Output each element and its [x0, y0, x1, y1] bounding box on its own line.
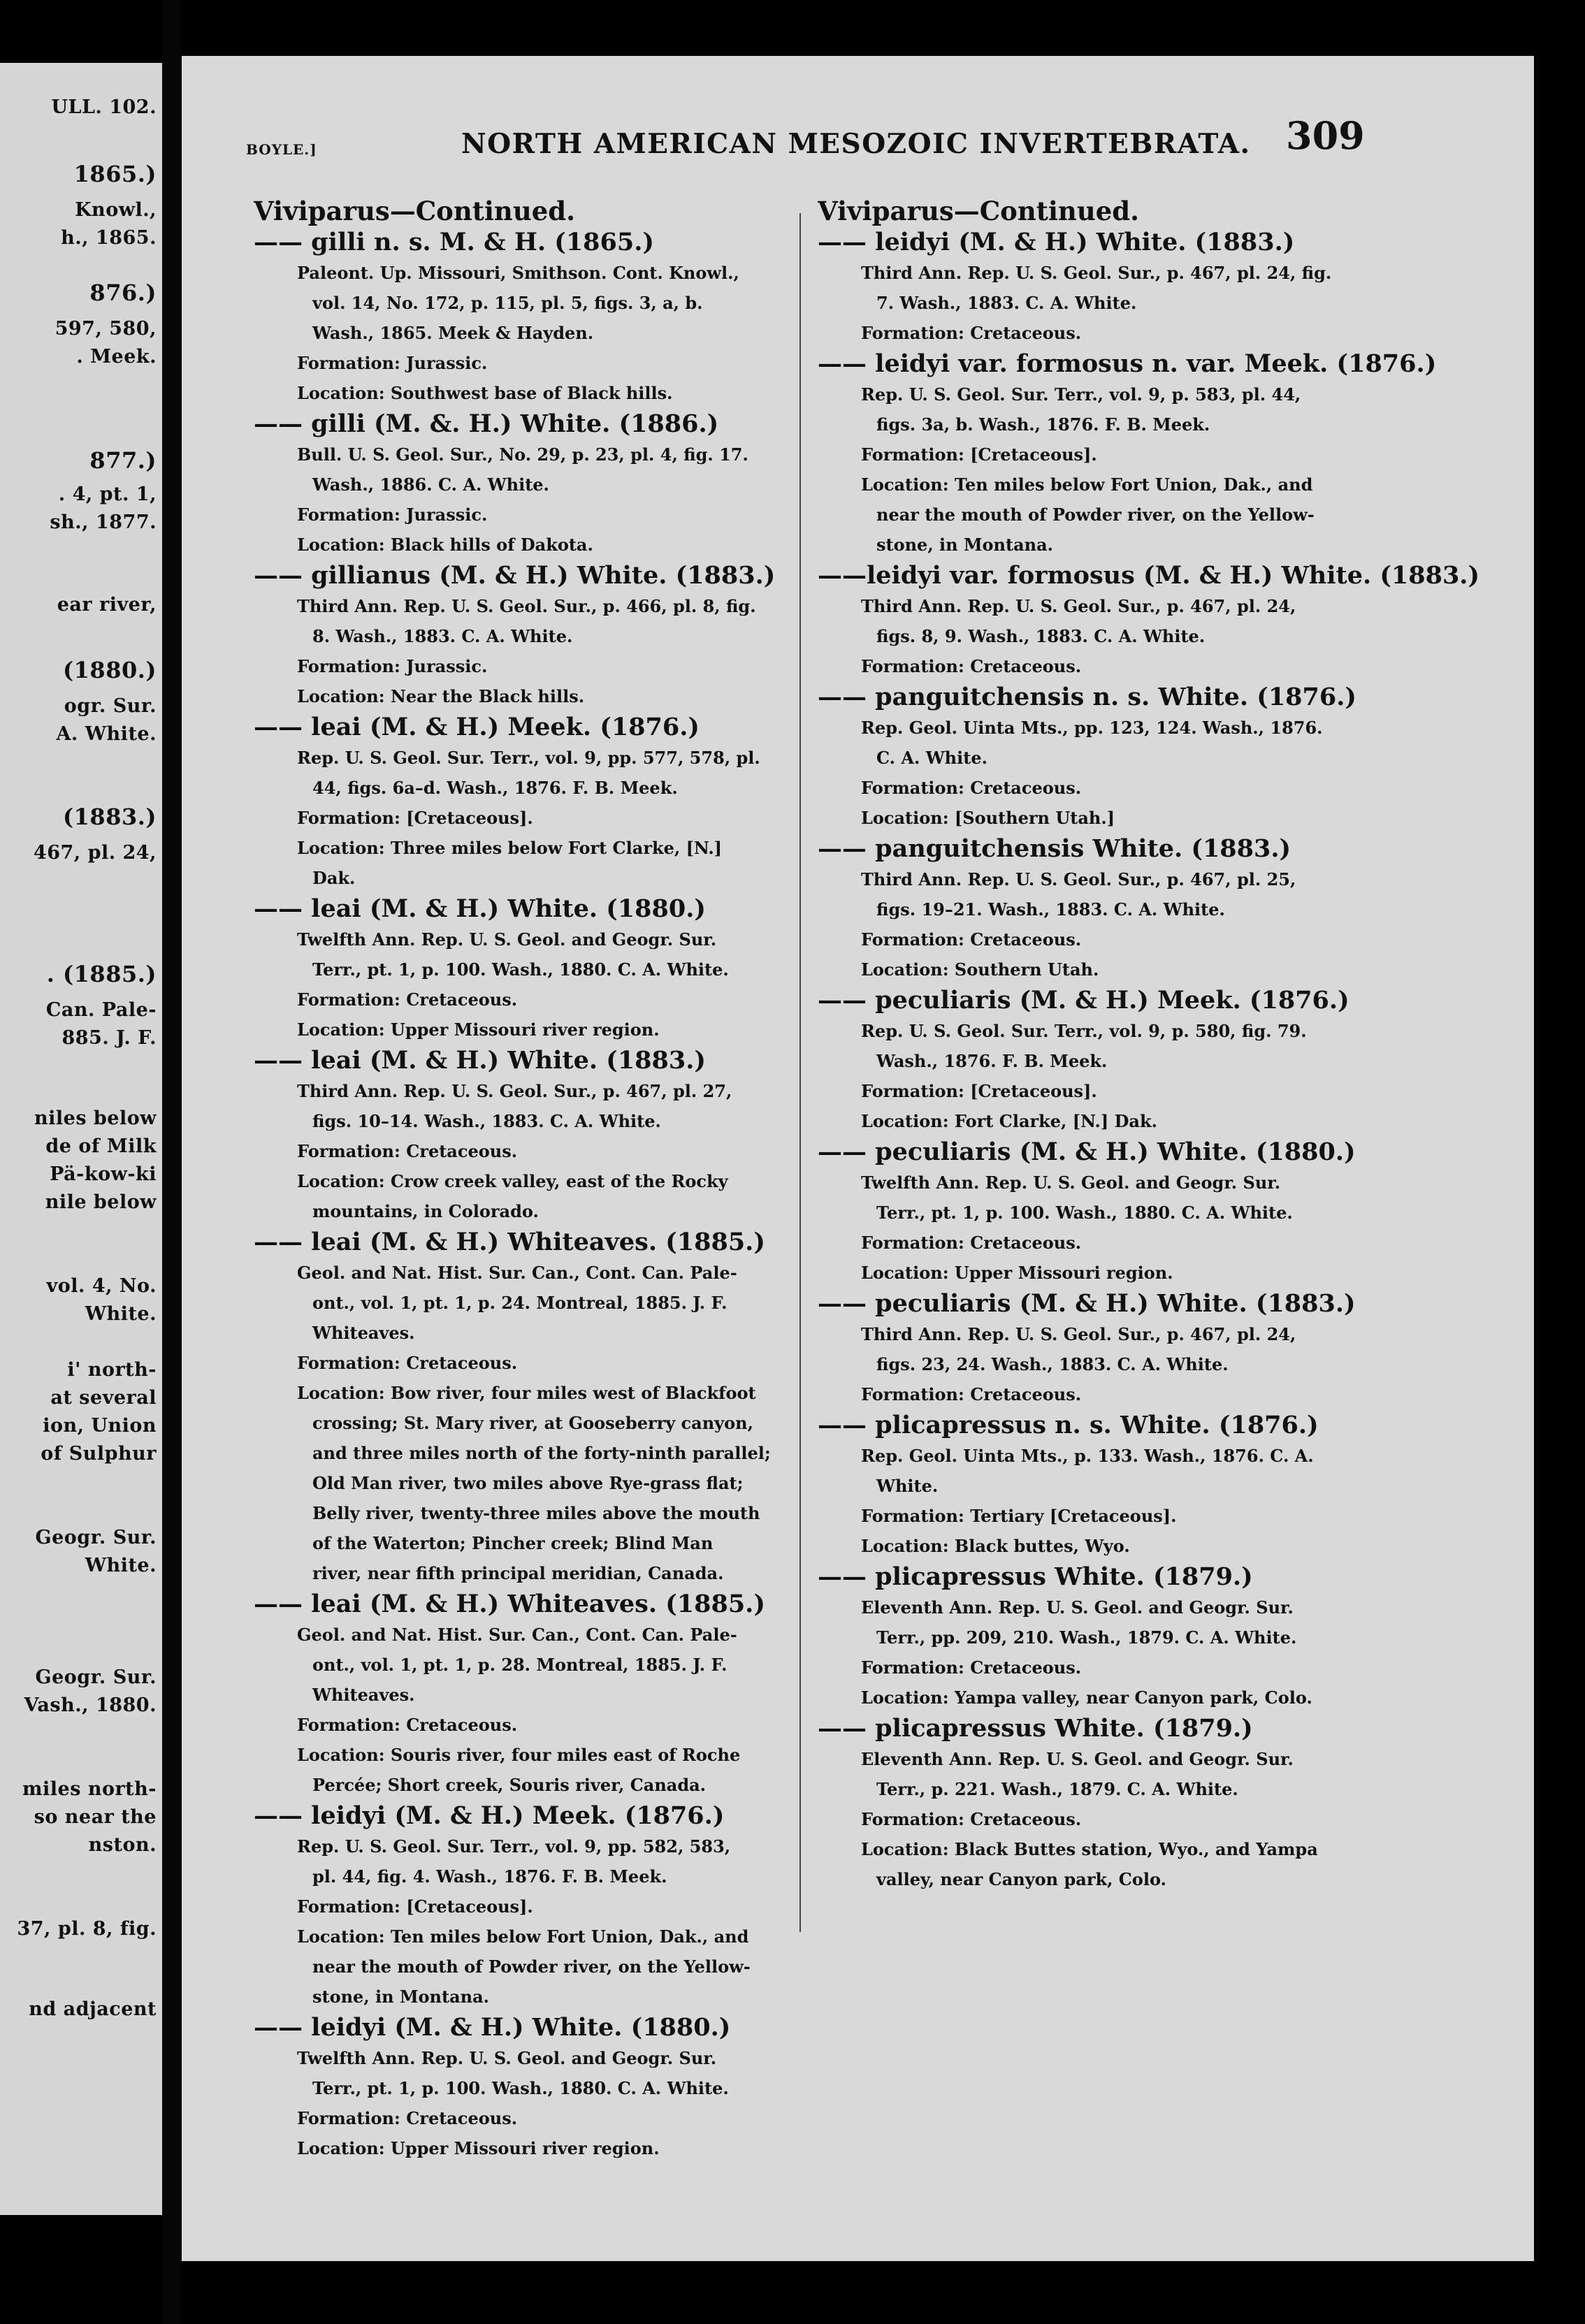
entry-line: Third Ann. Rep. U. S. Geol. Sur., p. 467, pl. 24,: [861, 596, 1296, 616]
prev-page-line: ear river,: [57, 594, 157, 616]
prev-page-line: so near the: [34, 1806, 157, 1828]
entry-line: 7. Wash., 1883. C. A. White.: [876, 293, 1137, 313]
right-column: [818, 196, 1517, 2152]
entry-line: 8. Wash., 1883. C. A. White.: [312, 626, 573, 646]
prev-page-line: (1883.): [63, 804, 157, 830]
entry-line: Formation: Cretaceous.: [861, 1233, 1082, 1253]
prev-page-line: nd adjacent: [29, 1998, 157, 2020]
catalogue-entry: [818, 1713, 1517, 1894]
entry-line: Formation: Cretaceous.: [861, 323, 1082, 343]
prev-page-line: . 4, pt. 1,: [58, 484, 157, 505]
entry-heading: —— leidyi var. formosus n. var. Meek. (1876.): [818, 349, 1437, 378]
entry-line: of the Waterton; Pincher creek; Blind Man: [312, 1533, 714, 1553]
entry-line: Bull. U. S. Geol. Sur., No. 29, p. 23, pl. 4, fig. 17.: [297, 444, 748, 465]
entry-heading: —— peculiaris (M. & H.) White. (1880.): [818, 1138, 1356, 1166]
catalogue-entry: [818, 1288, 1517, 1409]
catalogue-entry: [818, 833, 1517, 985]
entry-line: Location: Souris river, four miles east of Roche: [297, 1745, 741, 1765]
book-page: [182, 56, 1534, 2261]
entry-line: Formation: Cretaceous.: [861, 656, 1082, 676]
prev-page-line: Knowl.,: [75, 199, 157, 221]
entry-line: crossing; St. Mary river, at Gooseberry canyon,: [312, 1413, 753, 1433]
prev-page-line: Geogr. Sur.: [35, 1666, 157, 1688]
entry-line: 44, figs. 6a–d. Wash., 1876. F. B. Meek.: [312, 778, 678, 798]
book-gutter: [162, 0, 182, 2324]
entry-line: Location: Ten miles below Fort Union, Dak., and: [861, 474, 1313, 495]
entry-line: Location: Southwest base of Black hills.: [297, 383, 673, 403]
entry-line: vol. 14, No. 172, p. 115, pl. 5, figs. 3, a, b.: [312, 293, 703, 313]
entry-line: Terr., p. 221. Wash., 1879. C. A. White.: [876, 1779, 1238, 1799]
entry-line: Location: [Southern Utah.]: [861, 808, 1115, 828]
prev-page-line: ULL. 102.: [51, 96, 157, 118]
entry-line: figs. 3a, b. Wash., 1876. F. B. Meek.: [876, 414, 1210, 435]
entry-line: Eleventh Ann. Rep. U. S. Geol. and Geogr. Sur.: [861, 1749, 1294, 1769]
catalogue-entry: [818, 226, 1517, 348]
entry-heading: —— gilli n. s. M. & H. (1865.): [254, 228, 654, 256]
entry-line: Formation: Cretaceous.: [861, 1657, 1082, 1678]
entry-line: stone, in Montana.: [876, 535, 1053, 555]
entry-line: Third Ann. Rep. U. S. Geol. Sur., p. 467, pl. 25,: [861, 869, 1296, 889]
prev-page-line: vol. 4, No.: [46, 1275, 157, 1297]
prev-page-line: ion, Union: [43, 1415, 157, 1437]
entry-heading: —— gilli (M. &. H.) White. (1886.): [254, 409, 719, 438]
prev-page-line: . Meek.: [76, 346, 157, 368]
entry-line: Formation: Cretaceous.: [297, 989, 518, 1010]
entry-line: ont., vol. 1, pt. 1, p. 24. Montreal, 1885. J. F.: [312, 1293, 728, 1313]
entry-heading: ——leidyi var. formosus (M. & H.) White. (1883.): [818, 561, 1480, 590]
entry-line: Wash., 1886. C. A. White.: [312, 474, 549, 495]
entry-heading: —— leai (M. & H.) Whiteaves. (1885.): [254, 1590, 765, 1618]
entry-line: Eleventh Ann. Rep. U. S. Geol. and Geogr. Sur.: [861, 1597, 1294, 1618]
catalogue-entry: [818, 1561, 1517, 1713]
entry-line: Formation: Cretaceous.: [861, 778, 1082, 798]
entry-line: Location: Yampa valley, near Canyon park, Colo.: [861, 1687, 1312, 1708]
entry-line: Belly river, twenty-three miles above the mouth: [312, 1503, 760, 1523]
header-author: BOYLE.]: [246, 141, 317, 158]
previous-page-fragment: [0, 63, 162, 2215]
entry-line: Formation: Cretaceous.: [861, 929, 1082, 950]
entry-line: Wash., 1876. F. B. Meek.: [876, 1051, 1108, 1071]
entry-line: Formation: Jurassic.: [297, 656, 488, 676]
prev-page-line: de of Milk: [45, 1135, 157, 1157]
entry-line: Formation: [Cretaceous].: [861, 1081, 1097, 1101]
prev-page-line: i' north-: [67, 1359, 157, 1381]
catalogue-entry: [818, 1409, 1517, 1561]
entry-line: Location: Upper Missouri river region.: [297, 2138, 660, 2158]
entry-line: Whiteaves.: [312, 1685, 415, 1705]
entry-line: Location: Black Buttes station, Wyo., and Yampa: [861, 1839, 1318, 1859]
entry-heading: —— leai (M. & H.) White. (1883.): [254, 1046, 706, 1075]
prev-page-line: niles below: [34, 1107, 157, 1129]
prev-page-line: nston.: [88, 1834, 157, 1856]
entry-line: valley, near Canyon park, Colo.: [876, 1869, 1166, 1889]
prev-page-line: 467, pl. 24,: [33, 842, 157, 864]
prev-page-line: Pä-kow-ki: [50, 1163, 157, 1185]
entry-line: Old Man river, two miles above Rye-grass flat;: [312, 1473, 744, 1493]
prev-page-line: nile below: [45, 1191, 157, 1213]
entry-line: Terr., pp. 209, 210. Wash., 1879. C. A. White.: [876, 1627, 1297, 1648]
entry-line: and three miles north of the forty-ninth parallel;: [312, 1443, 771, 1463]
entry-line: Formation: Cretaceous.: [297, 1141, 518, 1161]
prev-page-line: 1865.): [73, 161, 157, 187]
prev-page-line: of Sulphur: [41, 1443, 157, 1465]
entry-line: Location: Bow river, four miles west of Blackfoot: [297, 1383, 756, 1403]
prev-page-line: at several: [50, 1387, 157, 1409]
prev-page-line: h., 1865.: [61, 227, 157, 249]
prev-page-line: (1880.): [63, 657, 157, 683]
entry-line: Location: Crow creek valley, east of the Rocky: [297, 1171, 728, 1191]
entry-line: Terr., pt. 1, p. 100. Wash., 1880. C. A. White.: [312, 959, 729, 980]
entry-line: Formation: Cretaceous.: [297, 2108, 518, 2128]
entry-line: figs. 8, 9. Wash., 1883. C. A. White.: [876, 626, 1206, 646]
prev-page-line: A. White.: [56, 723, 157, 745]
entry-line: river, near fifth principal meridian, Canada.: [312, 1563, 724, 1583]
prev-page-line: 876.): [89, 279, 157, 306]
entry-line: Location: Fort Clarke, [N.] Dak.: [861, 1111, 1157, 1131]
entry-line: Location: Near the Black hills.: [297, 686, 585, 706]
catalogue-entry: [818, 348, 1517, 560]
entry-line: Formation: Cretaceous.: [297, 1353, 518, 1373]
entry-line: Location: Ten miles below Fort Union, Dak., and: [297, 1926, 749, 1947]
entry-heading: —— leai (M. & H.) Meek. (1876.): [254, 713, 700, 741]
entry-line: Rep. U. S. Geol. Sur. Terr., vol. 9, p. 583, pl. 44,: [861, 384, 1301, 405]
prev-page-line: Can. Pale-: [45, 999, 157, 1021]
entry-line: Wash., 1865. Meek & Hayden.: [312, 323, 594, 343]
column-divider: [799, 213, 801, 1932]
catalogue-entry: [818, 681, 1517, 833]
prev-page-line: 597, 580,: [55, 318, 157, 340]
entry-line: stone, in Montana.: [312, 1987, 489, 2007]
entry-heading: —— leidyi (M. & H.) White. (1880.): [254, 2013, 731, 2042]
entry-line: Formation: Cretaceous.: [297, 1715, 518, 1735]
prev-page-line: White.: [85, 1303, 157, 1325]
entry-line: Rep. U. S. Geol. Sur. Terr., vol. 9, p. 580, fig. 79.: [861, 1021, 1307, 1041]
entry-line: Rep. Geol. Uinta Mts., pp. 123, 124. Wash., 1876.: [861, 718, 1323, 738]
entry-line: Rep. U. S. Geol. Sur. Terr., vol. 9, pp. 582, 583,: [297, 1836, 731, 1857]
prev-page-line: White.: [85, 1555, 157, 1576]
entry-line: Whiteaves.: [312, 1323, 415, 1343]
entry-heading: —— panguitchensis White. (1883.): [818, 834, 1291, 863]
entry-line: near the mouth of Powder river, on the Yellow-: [876, 504, 1315, 525]
entry-line: figs. 19–21. Wash., 1883. C. A. White.: [876, 899, 1225, 920]
entry-heading: —— leai (M. & H.) White. (1880.): [254, 894, 706, 923]
entry-line: Location: Upper Missouri river region.: [297, 1019, 660, 1040]
entry-line: Location: Three miles below Fort Clarke, [N.]: [297, 838, 723, 858]
entry-line: Formation: Tertiary [Cretaceous].: [861, 1506, 1177, 1526]
entry-line: Geol. and Nat. Hist. Sur. Can., Cont. Can. Pale-: [297, 1263, 737, 1283]
prev-page-line: Geogr. Sur.: [35, 1527, 157, 1548]
column-heading: Viviparus—Continued.: [818, 196, 1140, 226]
entry-line: White.: [876, 1476, 939, 1496]
entry-line: Third Ann. Rep. U. S. Geol. Sur., p. 467, pl. 27,: [297, 1081, 732, 1101]
catalogue-entry: [818, 985, 1517, 1136]
prev-page-line: 877.): [89, 447, 157, 474]
prev-page-line: ogr. Sur.: [64, 695, 157, 717]
entry-line: Location: Black hills of Dakota.: [297, 535, 593, 555]
entry-line: Terr., pt. 1, p. 100. Wash., 1880. C. A. White.: [312, 2078, 729, 2098]
entry-line: Formation: Jurassic.: [297, 353, 488, 373]
page-number: 309: [1286, 113, 1365, 158]
prev-page-line: sh., 1877.: [50, 511, 157, 533]
entry-heading: —— leai (M. & H.) Whiteaves. (1885.): [254, 1228, 765, 1256]
entry-line: Third Ann. Rep. U. S. Geol. Sur., p. 467, pl. 24,: [861, 1324, 1296, 1344]
entry-line: Formation: Jurassic.: [297, 504, 488, 525]
entry-line: near the mouth of Powder river, on the Yellow-: [312, 1956, 751, 1977]
entry-line: Terr., pt. 1, p. 100. Wash., 1880. C. A. White.: [876, 1203, 1293, 1223]
entry-heading: —— plicapressus White. (1879.): [818, 1714, 1253, 1743]
entry-line: Percée; Short creek, Souris river, Canada.: [312, 1775, 707, 1795]
entry-line: Formation: [Cretaceous].: [297, 808, 533, 828]
entry-line: C. A. White.: [876, 748, 987, 768]
entry-heading: —— gillianus (M. & H.) White. (1883.): [254, 561, 776, 590]
prev-page-line: 37, pl. 8, fig.: [17, 1918, 157, 1940]
catalogue-entry: [818, 1136, 1517, 1288]
prev-page-line: Vash., 1880.: [24, 1694, 157, 1716]
prev-page-line: 885. J. F.: [61, 1027, 157, 1049]
entry-line: Third Ann. Rep. U. S. Geol. Sur., p. 466, pl. 8, fig.: [297, 596, 756, 616]
entry-line: Formation: [Cretaceous].: [297, 1896, 533, 1917]
entry-line: Dak.: [312, 868, 356, 888]
running-title: NORTH AMERICAN MESOZOIC INVERTEBRATA.: [461, 128, 1251, 160]
entry-line: Twelfth Ann. Rep. U. S. Geol. and Geogr. Sur.: [861, 1172, 1281, 1193]
entry-line: ont., vol. 1, pt. 1, p. 28. Montreal, 1885. J. F.: [312, 1655, 728, 1675]
entry-line: figs. 23, 24. Wash., 1883. C. A. White.: [876, 1354, 1229, 1374]
entry-line: Rep. U. S. Geol. Sur. Terr., vol. 9, pp. 577, 578, pl.: [297, 748, 760, 768]
entry-line: Location: Upper Missouri region.: [861, 1263, 1173, 1283]
prev-page-line: . (1885.): [46, 961, 157, 987]
entry-heading: —— panguitchensis n. s. White. (1876.): [818, 683, 1356, 711]
entry-heading: —— plicapressus White. (1879.): [818, 1562, 1253, 1591]
entry-line: Twelfth Ann. Rep. U. S. Geol. and Geogr. Sur.: [297, 2048, 717, 2068]
entry-line: Formation: [Cretaceous].: [861, 444, 1097, 465]
entry-line: Formation: Cretaceous.: [861, 1384, 1082, 1404]
entry-line: Formation: Cretaceous.: [861, 1809, 1082, 1829]
entry-line: Location: Black buttes, Wyo.: [861, 1536, 1130, 1556]
entry-line: pl. 44, fig. 4. Wash., 1876. F. B. Meek.: [312, 1866, 667, 1887]
entry-line: Geol. and Nat. Hist. Sur. Can., Cont. Can. Pale-: [297, 1625, 737, 1645]
prev-page-line: miles north-: [22, 1778, 157, 1800]
entry-line: Location: Southern Utah.: [861, 959, 1099, 980]
column-heading: Viviparus—Continued.: [254, 196, 576, 226]
entry-line: Paleont. Up. Missouri, Smithson. Cont. Knowl.,: [297, 263, 739, 283]
entry-heading: —— leidyi (M. & H.) White. (1883.): [818, 228, 1295, 256]
catalogue-entry: [818, 560, 1517, 681]
entry-heading: —— peculiaris (M. & H.) White. (1883.): [818, 1289, 1356, 1318]
entry-line: mountains, in Colorado.: [312, 1201, 539, 1221]
entry-heading: —— peculiaris (M. & H.) Meek. (1876.): [818, 986, 1349, 1015]
entry-line: Twelfth Ann. Rep. U. S. Geol. and Geogr. Sur.: [297, 929, 717, 950]
entry-line: Rep. Geol. Uinta Mts., p. 133. Wash., 1876. C. A.: [861, 1446, 1314, 1466]
entry-heading: —— plicapressus n. s. White. (1876.): [818, 1411, 1319, 1439]
entry-line: figs. 10–14. Wash., 1883. C. A. White.: [312, 1111, 661, 1131]
entry-heading: —— leidyi (M. & H.) Meek. (1876.): [254, 1801, 725, 1830]
entry-line: Third Ann. Rep. U. S. Geol. Sur., p. 467, pl. 24, fig.: [861, 263, 1332, 283]
